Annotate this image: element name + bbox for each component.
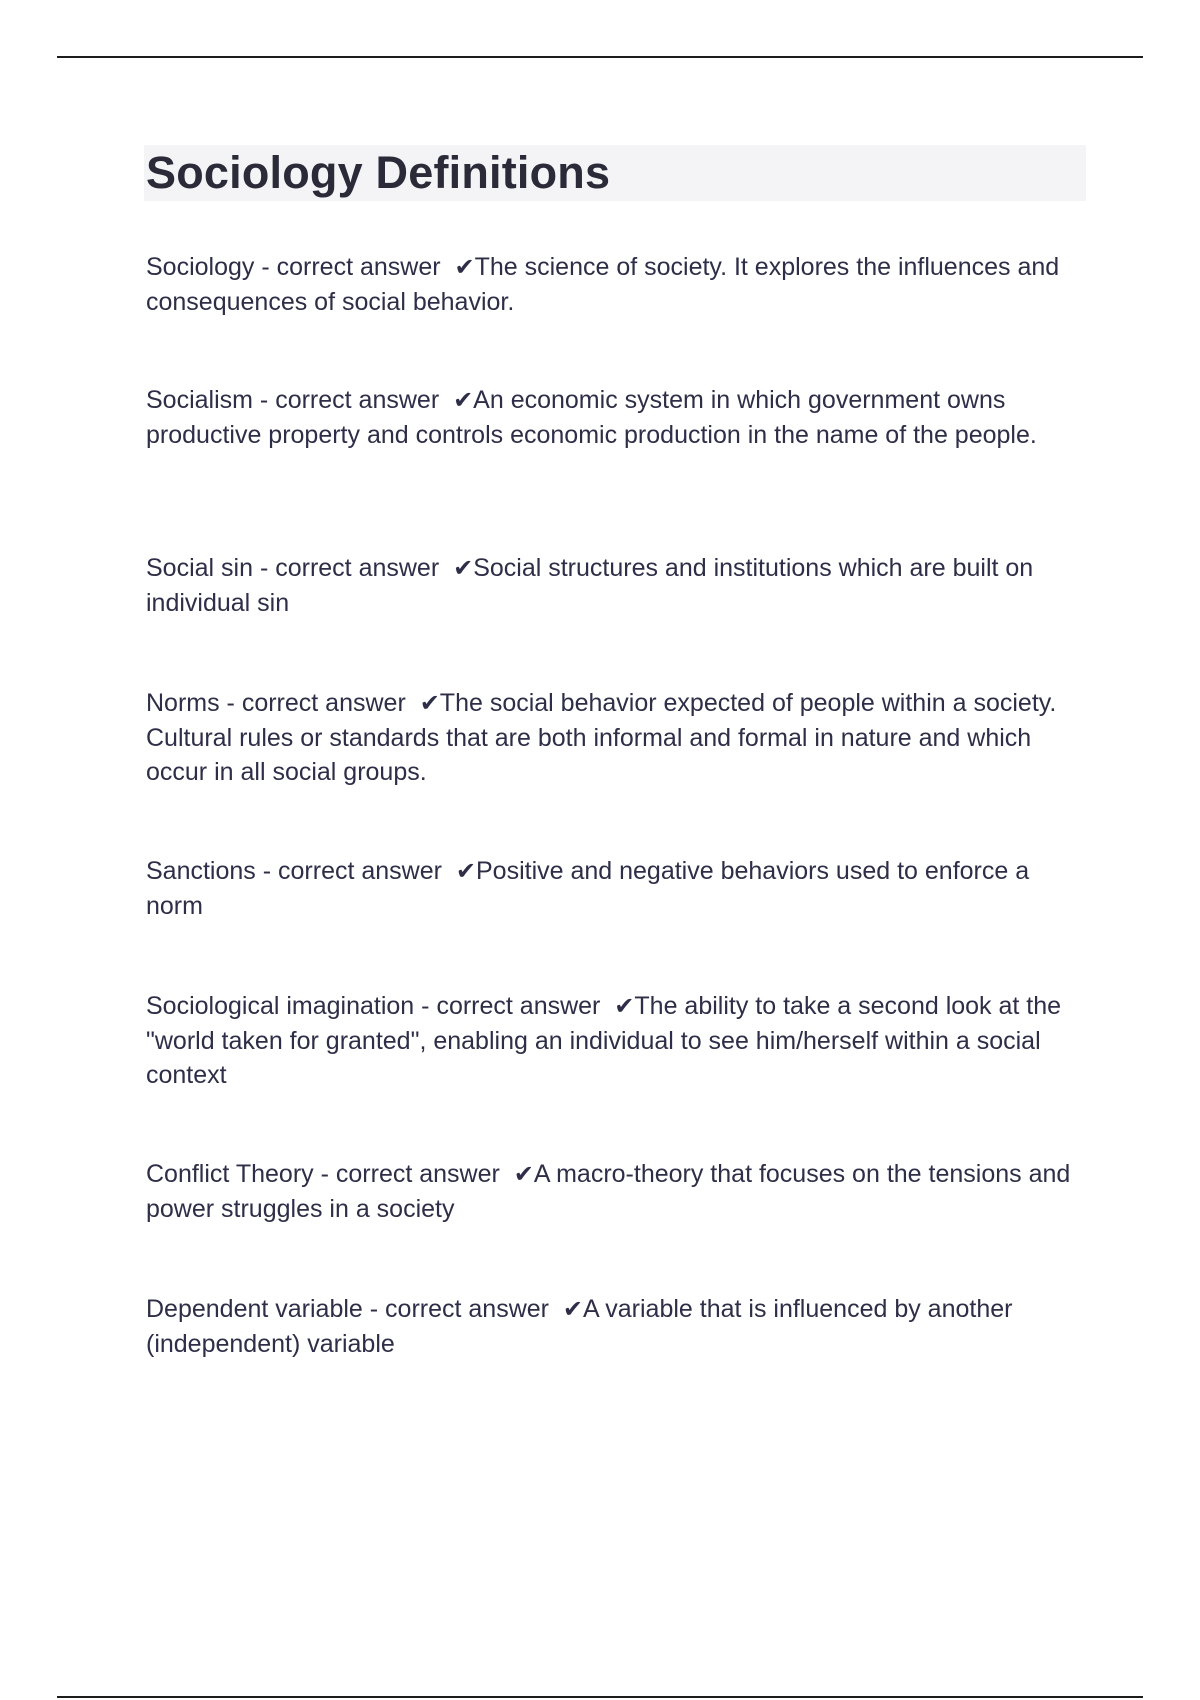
answer-label: correct answer <box>385 1295 549 1323</box>
list-item: Sanctions - correct answer ✔Positive and negative behaviors used to enforce a norm <box>146 857 1030 920</box>
entry-definition: A variable that is influenced by another (independent) variable <box>146 1295 1013 1358</box>
entry-term: Sociological imagination <box>146 992 415 1020</box>
answer-label: correct answer <box>335 1160 500 1188</box>
entry-term: Norms <box>146 689 220 717</box>
list-item: Sociological imagination - correct answer ✔The ability to take a second look at the "world taken for granted", enabling an individual to see him/herself within a social context <box>146 992 1062 1089</box>
top-divider <box>57 56 1143 58</box>
check-icon: ✔ <box>453 386 474 414</box>
check-icon: ✔ <box>455 857 476 885</box>
answer-label: correct answer <box>436 992 601 1020</box>
check-icon: ✔ <box>453 554 474 582</box>
entry-term: Conflict Theory <box>146 1160 314 1188</box>
answer-label: correct answer <box>275 554 440 582</box>
list-item: Sociology - correct answer ✔The science of society. It explores the influences and consequences of social behavior. <box>146 253 1060 316</box>
answer-label: correct answer <box>241 689 406 717</box>
check-icon: ✔ <box>614 992 635 1020</box>
entry-definition: The science of society. It explores the influences and consequences of social behavior. <box>146 253 1060 316</box>
check-icon: ✔ <box>513 1160 534 1188</box>
answer-label: correct answer <box>275 386 440 414</box>
check-icon: ✔ <box>454 253 475 281</box>
entry-term: Social sin <box>146 554 253 582</box>
entry-term: Socialism <box>146 386 253 414</box>
check-icon: ✔ <box>419 689 440 717</box>
answer-label: correct answer <box>276 253 441 281</box>
entry-definition: Positive and negative behaviors used to enforce a norm <box>146 857 1030 920</box>
page-title: Sociology Definitions <box>146 147 611 198</box>
list-item: Conflict Theory - correct answer ✔A macro-theory that focuses on the tensions and power struggles in a society <box>146 1160 1071 1223</box>
list-item: Socialism - correct answer ✔An economic system in which government owns productive property and controls economic production in the name of the people. <box>146 386 1037 449</box>
entry-definition: The social behavior expected of people within a society. Cultural rules or standards that are both informal and formal in nature and which occur in all social groups. <box>146 689 1057 786</box>
list-item: Dependent variable - correct answer ✔A variable that is influenced by another (independent) variable <box>146 1295 1013 1358</box>
answer-label: correct answer <box>278 857 442 885</box>
entry-definition: A macro-theory that focuses on the tensions and power struggles in a society <box>146 1160 1071 1223</box>
entry-term: Sanctions <box>146 857 256 885</box>
entry-definition: An economic system in which government owns productive property and controls economic production in the name of the people. <box>146 386 1037 449</box>
list-item: Social sin - correct answer ✔Social structures and institutions which are built on individual sin <box>146 554 1034 617</box>
check-icon: ✔ <box>562 1295 584 1323</box>
entry-term: Sociology <box>146 253 255 281</box>
list-item: Norms - correct answer ✔The social behavior expected of people within a society. Cultural rules or standards that are both informal and formal in nature and which occur in all social groups. <box>146 689 1057 786</box>
entry-term: Dependent variable <box>146 1295 363 1323</box>
bottom-divider <box>57 1696 1143 1698</box>
entry-definition: The ability to take a second look at the "world taken for granted", enabling an individual to see him/herself within a social context <box>146 992 1062 1089</box>
entry-definition: Social structures and institutions which are built on individual sin <box>146 554 1034 617</box>
